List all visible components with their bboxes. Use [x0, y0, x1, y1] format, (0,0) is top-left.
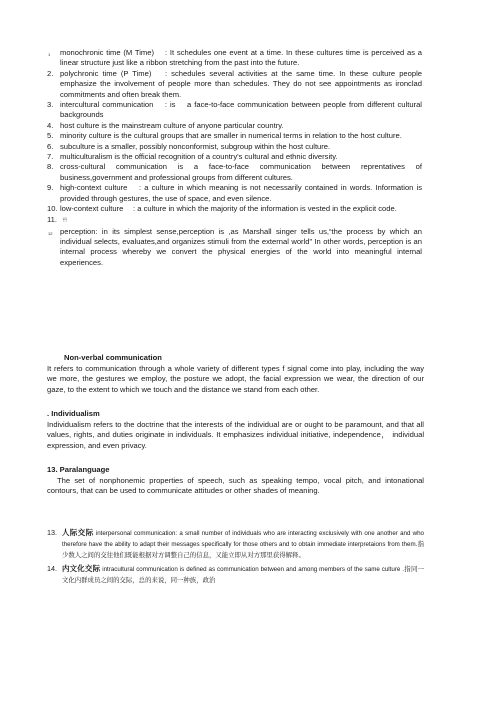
item-text: low-context culture : a culture in which the majority of the information is vested in the explicit code.: [60, 204, 397, 214]
nonverbal-heading: Non-verbal communication: [64, 353, 162, 362]
list-item: [47, 152, 422, 162]
item-text: monochronic time (M Time) : It schedules one event at a time. In these cultures time is perceived as a linear structure just like a ribbon stretching from the past into the future.: [60, 48, 422, 68]
item-number: 10.: [47, 204, 58, 214]
term-chinese: 人际交际: [62, 528, 94, 537]
item-number: 11.: [47, 214, 57, 224]
paralanguage-text: The set of nonphonemic properties of speech, such as speaking tempo, vocal pitch, and intonational contours, that can be used to communicate attitudes or other shades of meaning.: [47, 476, 424, 496]
term-chinese: 内文化交际: [62, 563, 101, 573]
list-item: [47, 183, 422, 204]
list-item: [47, 141, 422, 152]
item-number: 3.: [47, 100, 54, 110]
item-text: minority culture is the cultural groups that are smaller in numerical terms in relation to the host culture.: [60, 131, 402, 141]
item-text: intracultural communication is defined as communication between and among members of the same culture .: [102, 565, 405, 573]
list-item: [47, 204, 422, 214]
item-number: 2.: [47, 68, 54, 78]
list-item: [47, 528, 425, 562]
item-chinese-text: 指少数人之间的交往他们既能根据对方调整自己的信息，又能立即从对方那里获得解释。: [62, 540, 425, 560]
list-item: [47, 120, 422, 131]
item-number: 14.: [47, 563, 57, 573]
paralanguage-heading: 13. Paralanguage: [47, 465, 110, 474]
individualism-heading: . Individualism: [47, 409, 100, 418]
item-chinese-text: 指同一文化内群成员之间的交际，总的来说，同一种族，政治: [62, 564, 424, 584]
list-item: [47, 68, 422, 100]
item-number: 4.: [47, 120, 54, 130]
item-text: polychronic time (P Time) : schedules several activities at the same time. In these culture people emphasize the involvement of people more than schedules. They do not see appointments as ironclad commitments and often break them.: [60, 68, 422, 99]
item-number: 6.: [47, 141, 54, 151]
item-number: 7.: [47, 152, 54, 162]
item-text: intercultural communication : is a face-to-face communication between people from different cultural backgrounds: [60, 100, 422, 120]
item-number: 5.: [47, 131, 54, 141]
item-number: 13.: [47, 528, 57, 537]
item-number: 9.: [47, 183, 54, 193]
item-text: interpersonal communication: a small number of individuals who are interacting exclusively with one another and who therefore have the ability to adapt their messages specifically for those others and to obtain immediate interpretaions from them.: [62, 530, 424, 549]
list-item: [47, 214, 422, 227]
list-item: [48, 48, 422, 69]
individualism-text: Individualism refers to the doctrine that the interests of the individual are or ought to be paramount, and that all values, rights, and duties originate in individuals. It emphasizes individual initiative, independence， individual expression, and even privacy.: [47, 420, 424, 450]
list-item: [47, 162, 422, 183]
item-text: multiculturalism is the official recognition of a country's cultural and ethnic diversity.: [60, 152, 338, 162]
item-text: subculture is a smaller, possibly nonconformist, subgroup within the host culture.: [60, 141, 331, 151]
item-text: host culture is the mainstream culture of anyone particular country.: [60, 120, 284, 130]
nonverbal-text: It refers to communication through a whole variety of different types f signal come into play, including the way we more, the gestures we employ, the posture we adopt, the facial expression we wear, the direction of our gaze, to the extent to which we touch and the distance we stand from each other.: [47, 364, 424, 394]
list-item: [48, 226, 422, 269]
item-text: : [63, 216, 67, 222]
item-text: high-context culture : a culture in which meaning is not necessarily contained in words. Information is provided through gestures, the use of space, and even silence.: [60, 183, 422, 203]
item-number: 1: [48, 52, 51, 57]
list-item: [47, 131, 422, 141]
definition-list: [47, 48, 422, 268]
list-item: [47, 100, 422, 121]
item-number: 12: [48, 230, 53, 236]
item-text: cross-cultural communication is a face-to-face communication between reprentatives of business,government and professional groups from different cultures.: [60, 162, 422, 182]
item-number: 8.: [47, 162, 54, 172]
glossary-list: [47, 528, 425, 586]
item-text: perception: in its simplest sense,perception is ,as Marshall singer tells us,“the process by which an individual selects, evaluates,and organizes stimuli from the external world” In other words, perception is an internal process whereby we convert the physical energies of the world into meaningful internal experiences.: [60, 226, 422, 267]
list-item: [47, 563, 424, 586]
